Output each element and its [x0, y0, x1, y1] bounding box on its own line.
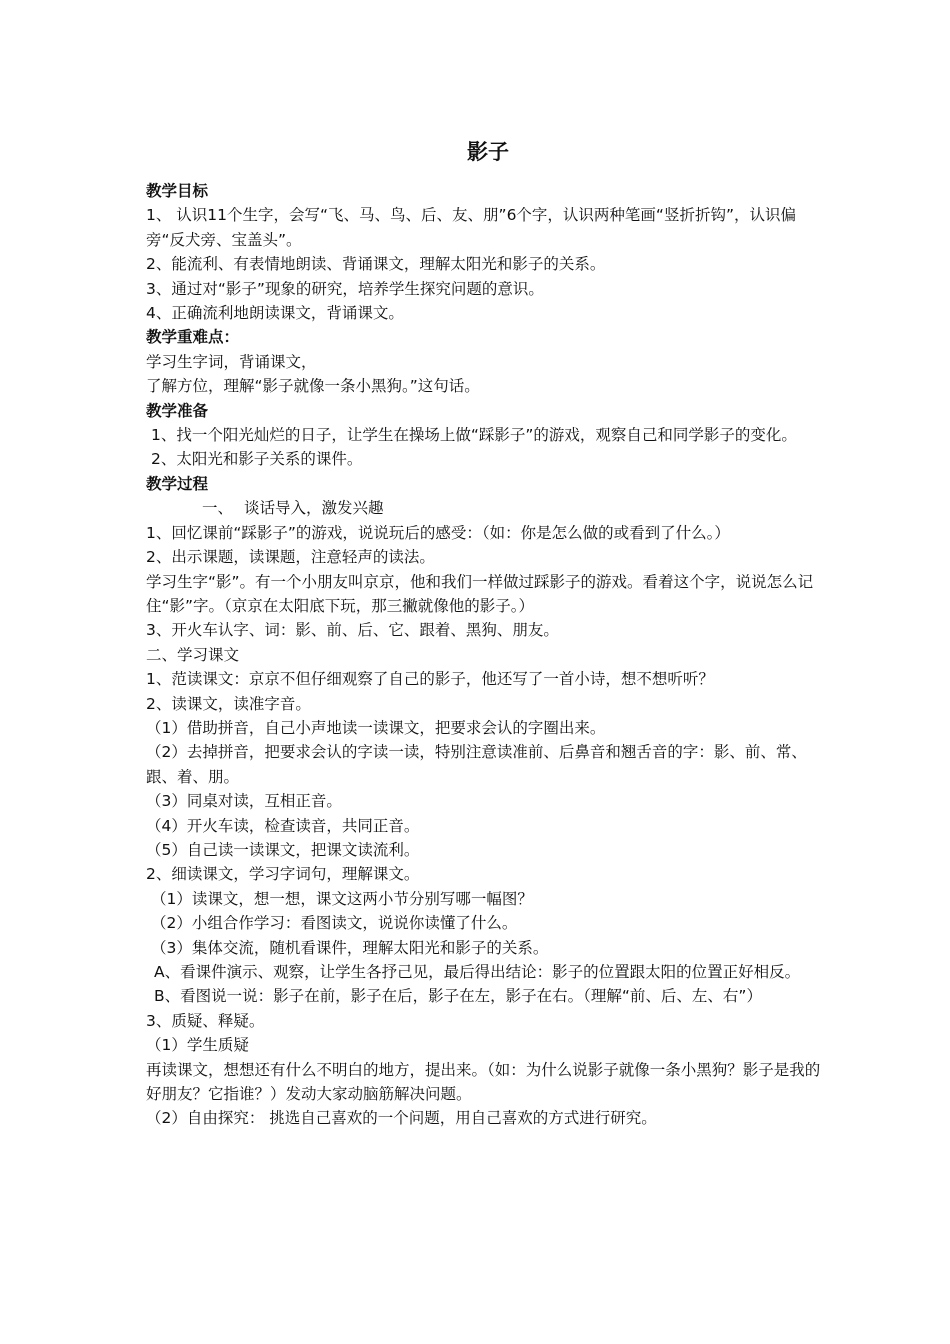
paragraph: （3）同桌对读，互相正音。 — [146, 792, 342, 811]
subheading-text: 谈话导入，激发兴趣 — [244, 499, 384, 518]
paragraph: （2）去掉拼音，把要求会认的字读一读，特别注意读准前、后鼻音和翘舌音的字：影、前、常、跟、着、朋。 — [146, 743, 807, 786]
paragraph: 2、能流利、有表情地朗读、背诵课文，理解太阳光和影子的关系。 — [146, 255, 606, 274]
paragraph: A、看课件演示、观察，让学生各抒己见，最后得出结论：影子的位置跟太阳的位置正好相反。 — [154, 963, 801, 981]
paragraph: B、看图说一说：影子在前，影子在后，影子在左，影子在右。（理解“前、后、左、右”） — [154, 987, 762, 1006]
paragraph: 1、范读课文：京京不但仔细观察了自己的影子，他还写了一首小诗，想不想听听？ — [146, 670, 714, 689]
paragraph: 2、细读课文，学习字词句，理解课文。 — [146, 865, 420, 884]
paragraph: 3、质疑、释疑。 — [146, 1011, 265, 1030]
subheading — [146, 496, 826, 520]
page-title: 影子 — [467, 140, 509, 164]
paragraph: 1、回忆课前“踩影子”的游戏，说说玩后的感受：（如：你是怎么做的或看到了什么。） — [146, 523, 730, 542]
paragraph: 2、读课文，读准字音。 — [146, 694, 311, 713]
section-heading-preparation: 教学准备 — [146, 401, 209, 420]
paragraph: 2、出示课题，读课题，注意轻声的读法。 — [146, 548, 435, 567]
section-heading-key-points: 教学重难点： — [146, 328, 240, 347]
paragraph: 4、正确流利地朗读课文，背诵课文。 — [146, 304, 404, 323]
subheading: 二、学习课文 — [146, 645, 240, 664]
paragraph: 再读课文，想想还有什么不明白的地方，提出来。（如：为什么说影子就像一条小黑狗？影子是我的好朋友？它指谁？）发动大家动脑筋解决问题。 — [146, 1060, 821, 1104]
paragraph: 3、开火车认字、词：影、前、后、它、跟着、黑狗、朋友。 — [146, 621, 559, 640]
paragraph: （1）借助拼音，自己小声地读一读课文，把要求会认的字圈出来。 — [146, 718, 606, 737]
section-heading-goals: 教学目标 — [146, 182, 209, 200]
subheading-number: 一、 — [202, 499, 234, 518]
paragraph: 学习生字“影”。有一个小朋友叫京京，他和我们一样做过踩影子的游戏。看着这个字，说说怎么记住“影”字。（京京在太阳底下玩，那三撇就像他的影子。） — [146, 572, 814, 615]
paragraph: 了解方位，理解“影子就像一条小黑狗。”这句话。 — [146, 377, 480, 396]
paragraph: 2、太阳光和影子关系的课件。 — [151, 450, 363, 469]
paragraph: （2）自由探究： 挑选自己喜欢的一个问题，用自己喜欢的方式进行研究。 — [146, 1109, 657, 1128]
paragraph: （1）学生质疑 — [146, 1036, 249, 1055]
paragraph: 1、 认识11个生字，会写“飞、马、鸟、后、友、朋”6个字，认识两种笔画“竖折折钩”，认识偏旁“反犬旁、宝盖头”。 — [146, 206, 796, 249]
paragraph: 1、找一个阳光灿烂的日子，让学生在操场上做“踩影子”的游戏，观察自己和同学影子的变化。 — [151, 426, 797, 445]
paragraph: （5）自己读一读课文，把课文读流利。 — [146, 840, 420, 859]
paragraph: 3、通过对“影子”现象的研究，培养学生探究问题的意识。 — [146, 279, 544, 298]
paragraph: （2）小组合作学习：看图读文，说说你读懂了什么。 — [151, 914, 518, 933]
paragraph: （3）集体交流，随机看课件，理解太阳光和影子的关系。 — [151, 938, 549, 957]
paragraph: （1）读课文，想一想，课文这两小节分别写哪一幅图？ — [151, 889, 533, 908]
document-body — [146, 137, 826, 1131]
paragraph: 学习生字词，背诵课文， — [146, 352, 317, 371]
section-heading-process: 教学过程 — [146, 474, 209, 493]
paragraph: （4）开火车读，检查读音，共同正音。 — [146, 816, 420, 835]
